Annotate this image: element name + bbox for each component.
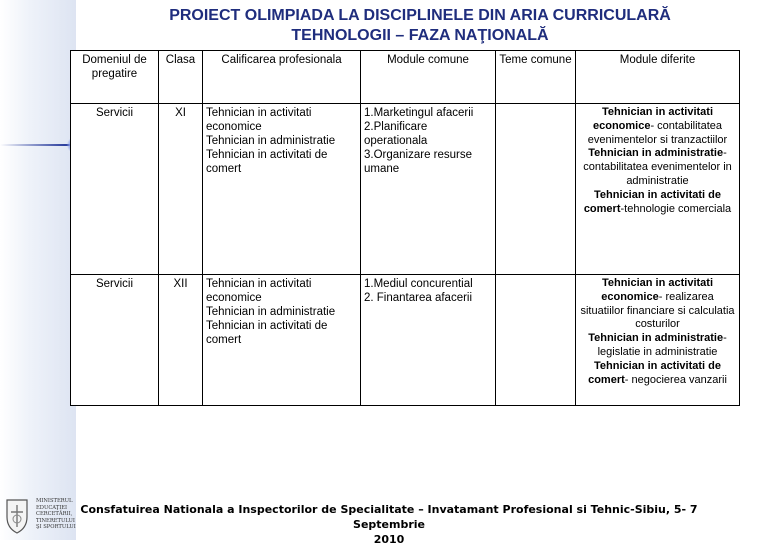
calificare-item: Tehnician in activitati de comert [206,149,328,175]
footer-line-2: 2010 [373,533,405,546]
module-diferit-qualification: Tehnician in activitati de comert [583,188,721,215]
ministry-logo-text [36,498,78,531]
module-comun-item: 3.Organizare resurse umane [364,149,473,175]
page-title [80,6,760,46]
module-diferit-description: - contabilitatea evenimentelor in administratie [583,147,732,187]
calificare-item: Tehnician in activitati economice [206,278,312,304]
module-comun-item: 2. Finantarea afacerii [364,292,473,304]
calificare-item: Tehnician in administratie [206,306,336,318]
header-teme-comune: Teme comune [496,51,576,104]
module-diferit-description: - contabilitatea evenimentelor si tranzactiilor [587,119,728,146]
module-comun-item: 1.Marketingul afacerii [364,107,474,119]
logo-text-line: EDUCAŢIEI [36,504,68,511]
module-diferit-description: -tehnologie comerciala [620,202,732,215]
cell-module-diferite [576,275,740,406]
module-diferit-qualification: Tehnician in activitati economice [601,277,714,303]
title-line-2: TEHNOLOGII – FAZA NAŢIONALĂ [291,27,549,44]
module-diferit-item [579,332,736,360]
module-diferit-item [579,360,736,388]
left-decorative-band [0,0,76,540]
cell-domeniul: Servicii [71,275,159,406]
table-header-row [71,51,740,104]
module-diferit-description: - negocierea vanzarii [624,373,727,386]
title-line-1: PROIECT OLIMPIADA LA DISCIPLINELE DIN ARIA CURRICULARĂ [169,7,671,24]
module-diferit-qualification: Tehnician in activitati de comert [588,359,721,386]
cell-clasa: XI [159,104,203,275]
cell-clasa: XII [159,275,203,406]
logo-text-line: CERCETĂRII, [36,511,73,517]
table-row [71,104,740,275]
cell-teme-comune [496,104,576,275]
footer-line-1: Consfatuirea Nationala a Inspectorilor de Specialitate – Invatamant Profesional si Tehnic-Sibiu, 5- 7 Septembrie [80,503,698,531]
module-diferit-qualification: Tehnician in administratie [588,147,724,160]
curriculum-table [70,50,740,406]
header-domeniul: Domeniul de pregatire [71,51,159,104]
module-diferit-description: - realizarea situatiilor financiare si calculatia costurilor [580,290,735,331]
module-diferit-item [579,147,736,188]
cell-module-comune [361,104,496,275]
cell-calificari [203,104,361,275]
cell-module-comune [361,275,496,406]
cell-module-diferite [576,104,740,275]
cell-calificari [203,275,361,406]
logo-text-line: ŞI SPORTULUI [36,524,76,530]
module-diferit-item [579,277,736,332]
module-comun-item: 1.Mediul concurential [364,278,473,290]
module-diferit-qualification: Tehnician in administratie [588,332,724,345]
cell-teme-comune [496,275,576,406]
calificare-item: Tehnician in activitati de comert [206,320,328,346]
module-diferit-description: - legislatie in administratie [597,332,727,358]
ministry-crest-icon [4,497,30,535]
calificare-item: Tehnician in administratie [206,135,336,147]
module-diferit-qualification: Tehnician in activitati economice [592,106,714,132]
header-module-comune: Module comune [361,51,496,104]
table-row [71,275,740,406]
module-diferit-item [579,189,736,217]
logo-text-line: TINERETULUI [36,517,75,524]
footer-caption [74,502,704,547]
calificare-item: Tehnician in activitati economice [206,107,312,133]
header-calificarea: Calificarea profesionala [203,51,361,104]
header-clasa: Clasa [159,51,203,104]
module-diferit-item [579,106,736,147]
module-comun-item: 2.Planificare operationala [364,121,428,147]
cell-domeniul: Servicii [71,104,159,275]
header-module-diferite: Module diferite [576,51,740,104]
logo-text-line: MINISTERUL [36,498,73,504]
